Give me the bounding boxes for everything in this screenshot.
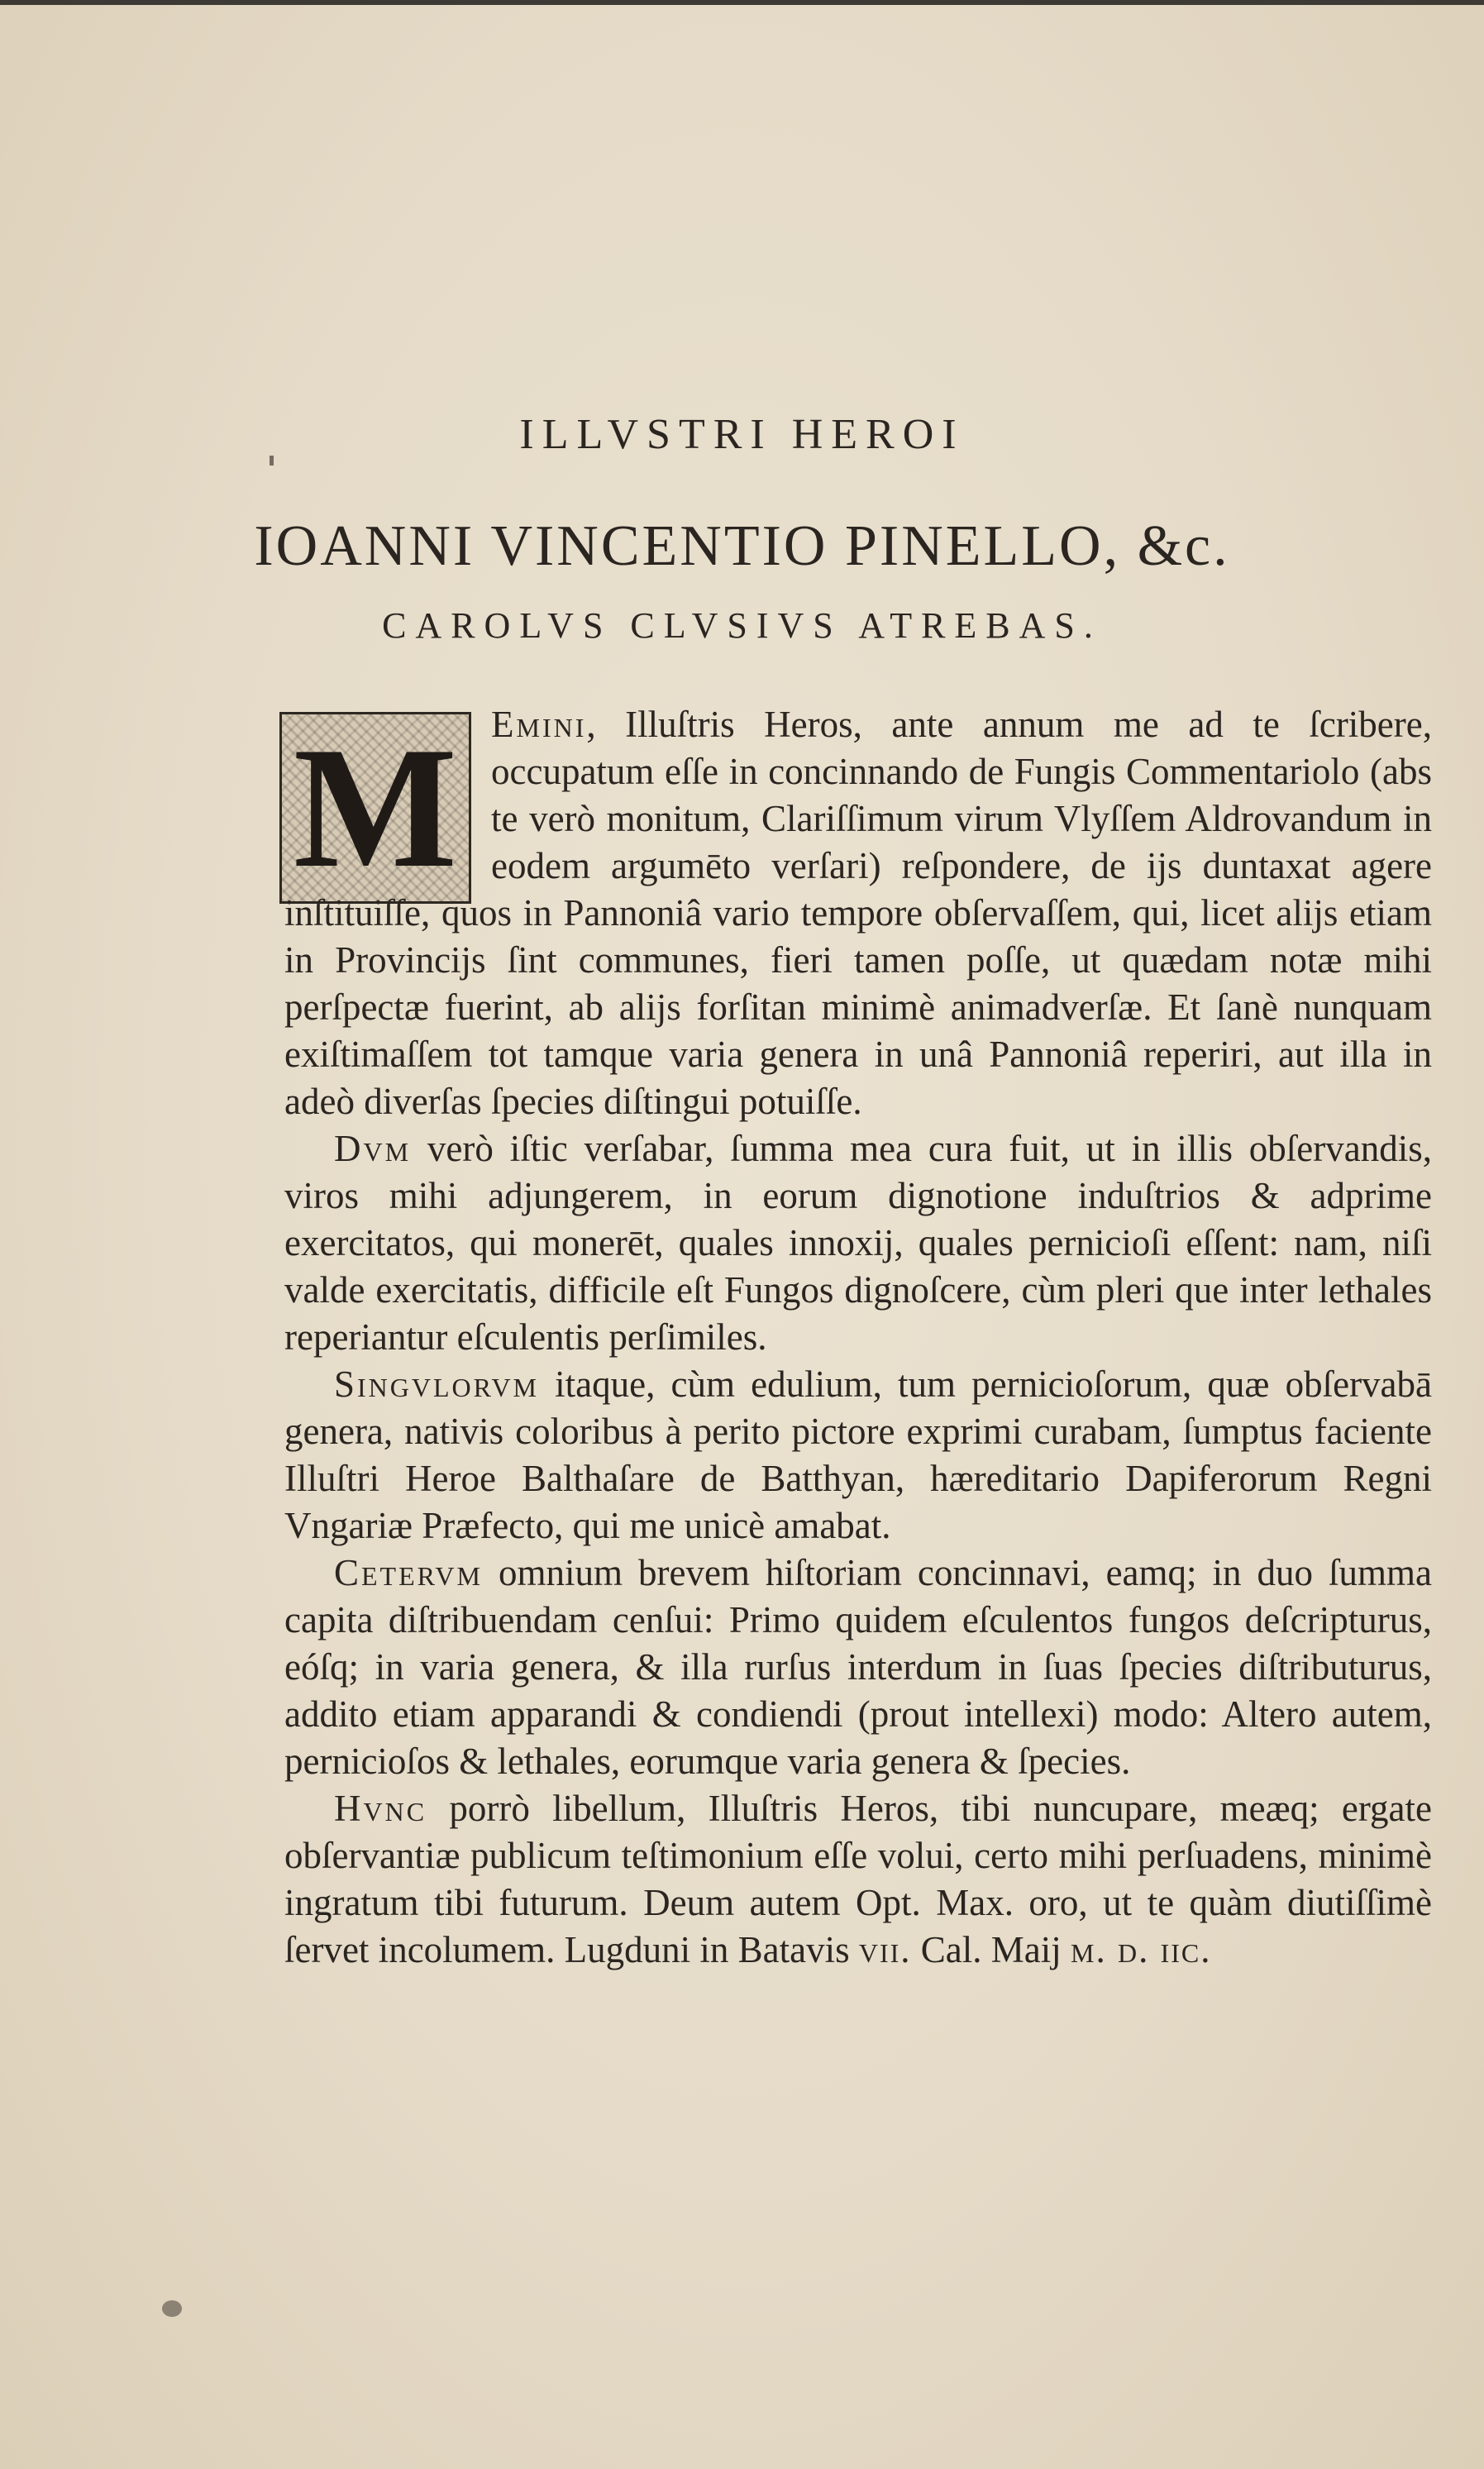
paragraph-3-text: itaque, cùm edulium, tum pernicioſorum, quæ obſervabā genera, nativis coloribus à perito pictore exprimi curabam, ſumptus faciente Illuſtri Heroe Balthaſare de Batthyan, hæreditario Dapiferorum Regni Vngariæ Præfecto, qui me unicè amabat. [284,1363,1432,1546]
paragraph-2-text: verò iſtic verſabar, ſumma mea cura fuit, ut in illis obſervandis, viros mihi adjungerem, in eorum dignotione induſtrios & adprime exercitatos, qui monerēt, quales innoxij, quales pernicioſi eſſent: nam, niſi valde exercitatis, difficile eſt Fungos dignoſcere, cùm pleri que inter lethales reperiantur eſculentis perſimiles. [284,1128,1432,1358]
paragraph-5-text: porrò libellum, Illuſtris Heros, tibi nuncupare, meæq; ergate obſervantiæ publicum teſtimonium eſſe volui, certo mihi perſuadens, minimè ingratum tibi futurum. Deum autem Opt. Max. oro, ut te quàm diutiſſimè ſervet incolumem. Lugduni in Batavis [284,1788,1432,1970]
date-month: Cal. Maij [911,1929,1071,1970]
date-day: vii. [858,1929,912,1970]
book-page [0,5,1484,2469]
ink-spot [162,2300,182,2317]
paragraph-5 [284,1785,1432,1974]
paragraph-1-text: , Illuſtris Heros, ante annum me ad te ſcribere, occupatum eſſe in concinnando de Fungis Commentariolo (abs te verò monitum, Clariſſimum virum Vlyſſem Aldrovandum in eodem argumēto verſari) reſpondere, de ijs duntaxat agere inſtituiſſe, quos in Pannoniâ vario tempore obſervaſſem, qui, licet alijs etiam in Provincijs ſint communes, fieri tamen poſſe, ut quædam notæ mihi perſpectæ fuerint, ab alijs forſitan minimè animadverſæ. Et ſanè nunquam exiſtimaſſem tot tamque varia genera in unâ Pannoniâ reperiri, aut illa in adeò diverſas ſpecies diſtingui potuiſſe. [284,704,1432,1122]
paragraph-1 [284,701,1432,1125]
paragraph-3 [284,1361,1432,1550]
paragraph-1-lead: Emini [491,704,587,745]
paragraph-3-lead: Singvlorvm [334,1363,540,1405]
paragraph-4 [284,1550,1432,1785]
paragraph-4-lead: Ceтervm [334,1552,483,1593]
dedication-line-3: CAROLVS CLVSIVS ATREBAS. [382,605,1102,646]
date-year: m. d. iic. [1071,1929,1212,1970]
paragraph-2 [284,1125,1432,1361]
letter-body [284,701,1432,1974]
dedication-line-1: ILLVSTRI HEROI [519,411,965,458]
paragraph-4-text: omnium brevem hiſtoriam concinnavi, eamq; in duo ſumma capita diſtribuendam cenſui: Primo quidem eſculentos fungos deſcripturus, eóſq; in varia genera, & illa rurſus interdum in ſuas ſpecies diſtributurus, addito etiam apparandi & condiendi (prout intellexi) modo: Altero autem, pernicioſos & lethales, eorumque varia genera & ſpecies. [284,1552,1432,1782]
paragraph-2-lead: Dvm [334,1128,412,1169]
dedication-line-2: IOANNI VINCENTIO PINELLO, &c. [254,514,1230,578]
decorated-initial-letter: M [293,712,458,904]
paragraph-5-lead: Hvnc [334,1788,427,1829]
